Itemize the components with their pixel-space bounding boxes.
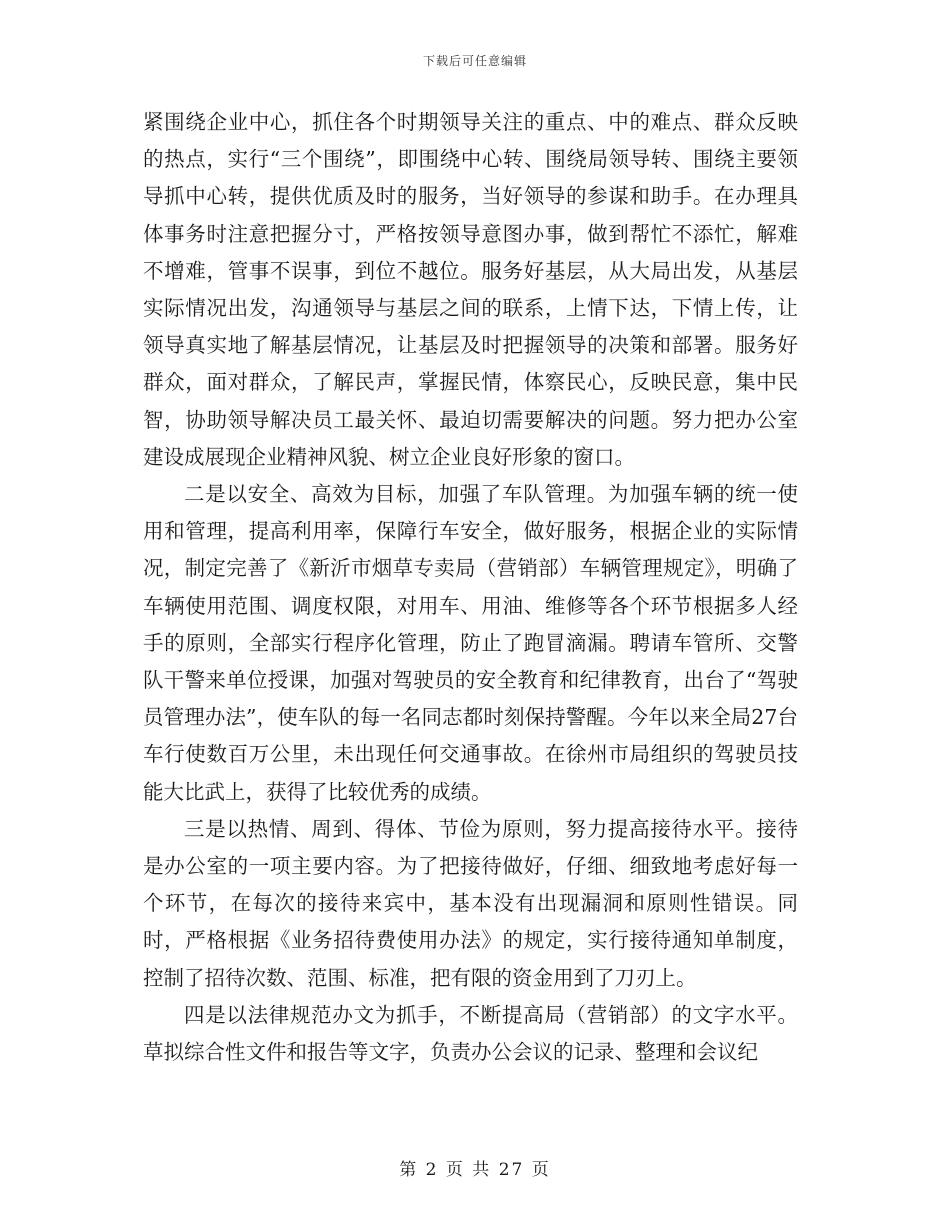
paragraph-3: 三是以热情、周到、得体、节俭为原则，努力提高接待水平。接待是办公室的一项主要内容。为了把接待做好，仔细、细致地考虑好每一个环节，在每次的接待来宾中，基本没有出现漏洞和原则性错误。同时，严格根据《业务招待费使用办法》的规定，实行接待通知单制度，控制了招待次数、范围、标准，把有限的资金用到了刀刃上。 [143,816,798,990]
paragraph-4: 四是以法律规范办文为抓手，不断提高局（营销部）的文字水平。草拟综合性文件和报告等文字，负责办公会议的记录、整理和会议纪 [143,1002,798,1065]
document-body [143,104,798,1071]
paragraph-1: 紧围绕企业中心，抓住各个时期领导关注的重点、中的难点、群众反映的热点，实行“三个围绕”，即围绕中心转、围绕局领导转、围绕主要领导抓中心转，提供优质及时的服务，当好领导的参谋和助手。在办理具体事务时注意把握分寸，严格按领导意图办事，做到帮忙不添忙，解难不增难，管事不误事，到位不越位。服务好基层，从大局出发，从基层实际情况出发，沟通领导与基层之间的联系，上情下达，下情上传，让领导真实地了解基层情况，让基层及时把握领导的决策和部署。服务好群众，面对群众，了解民声，掌握民情，体察民心，反映民意，集中民智，协助领导解决员工最关怀、最迫切需要解决的问题。努力把办公室建设成展现企业精神风貌、树立企业良好形象的窗口。 [143,110,798,469]
page-header: 下载后可任意编辑 [422,54,527,68]
page-footer: 第 2 页 共 27 页 [399,1160,551,1180]
paragraph-2: 二是以安全、高效为目标，加强了车队管理。为加强车辆的统一使用和管理，提高利用率，保障行车安全，做好服务，根据企业的实际情况，制定完善了《新沂市烟草专卖局（营销部）车辆管理规定》，明确了车辆使用范围、调度权限，对用车、用油、维修等各个环节根据多人经手的原则，全部实行程序化管理，防止了跑冒滴漏。聘请车管所、交警队干警来单位授课，加强对驾驶员的安全教育和纪律教育，出台了“驾驶员管理办法”，使车队的每一名同志都时刻保持警醒。今年以来全局27台车行使数百万公里，未出现任何交通事故。在徐州市局组织的驾驶员技能大比武上，获得了比较优秀的成绩。 [143,482,798,804]
